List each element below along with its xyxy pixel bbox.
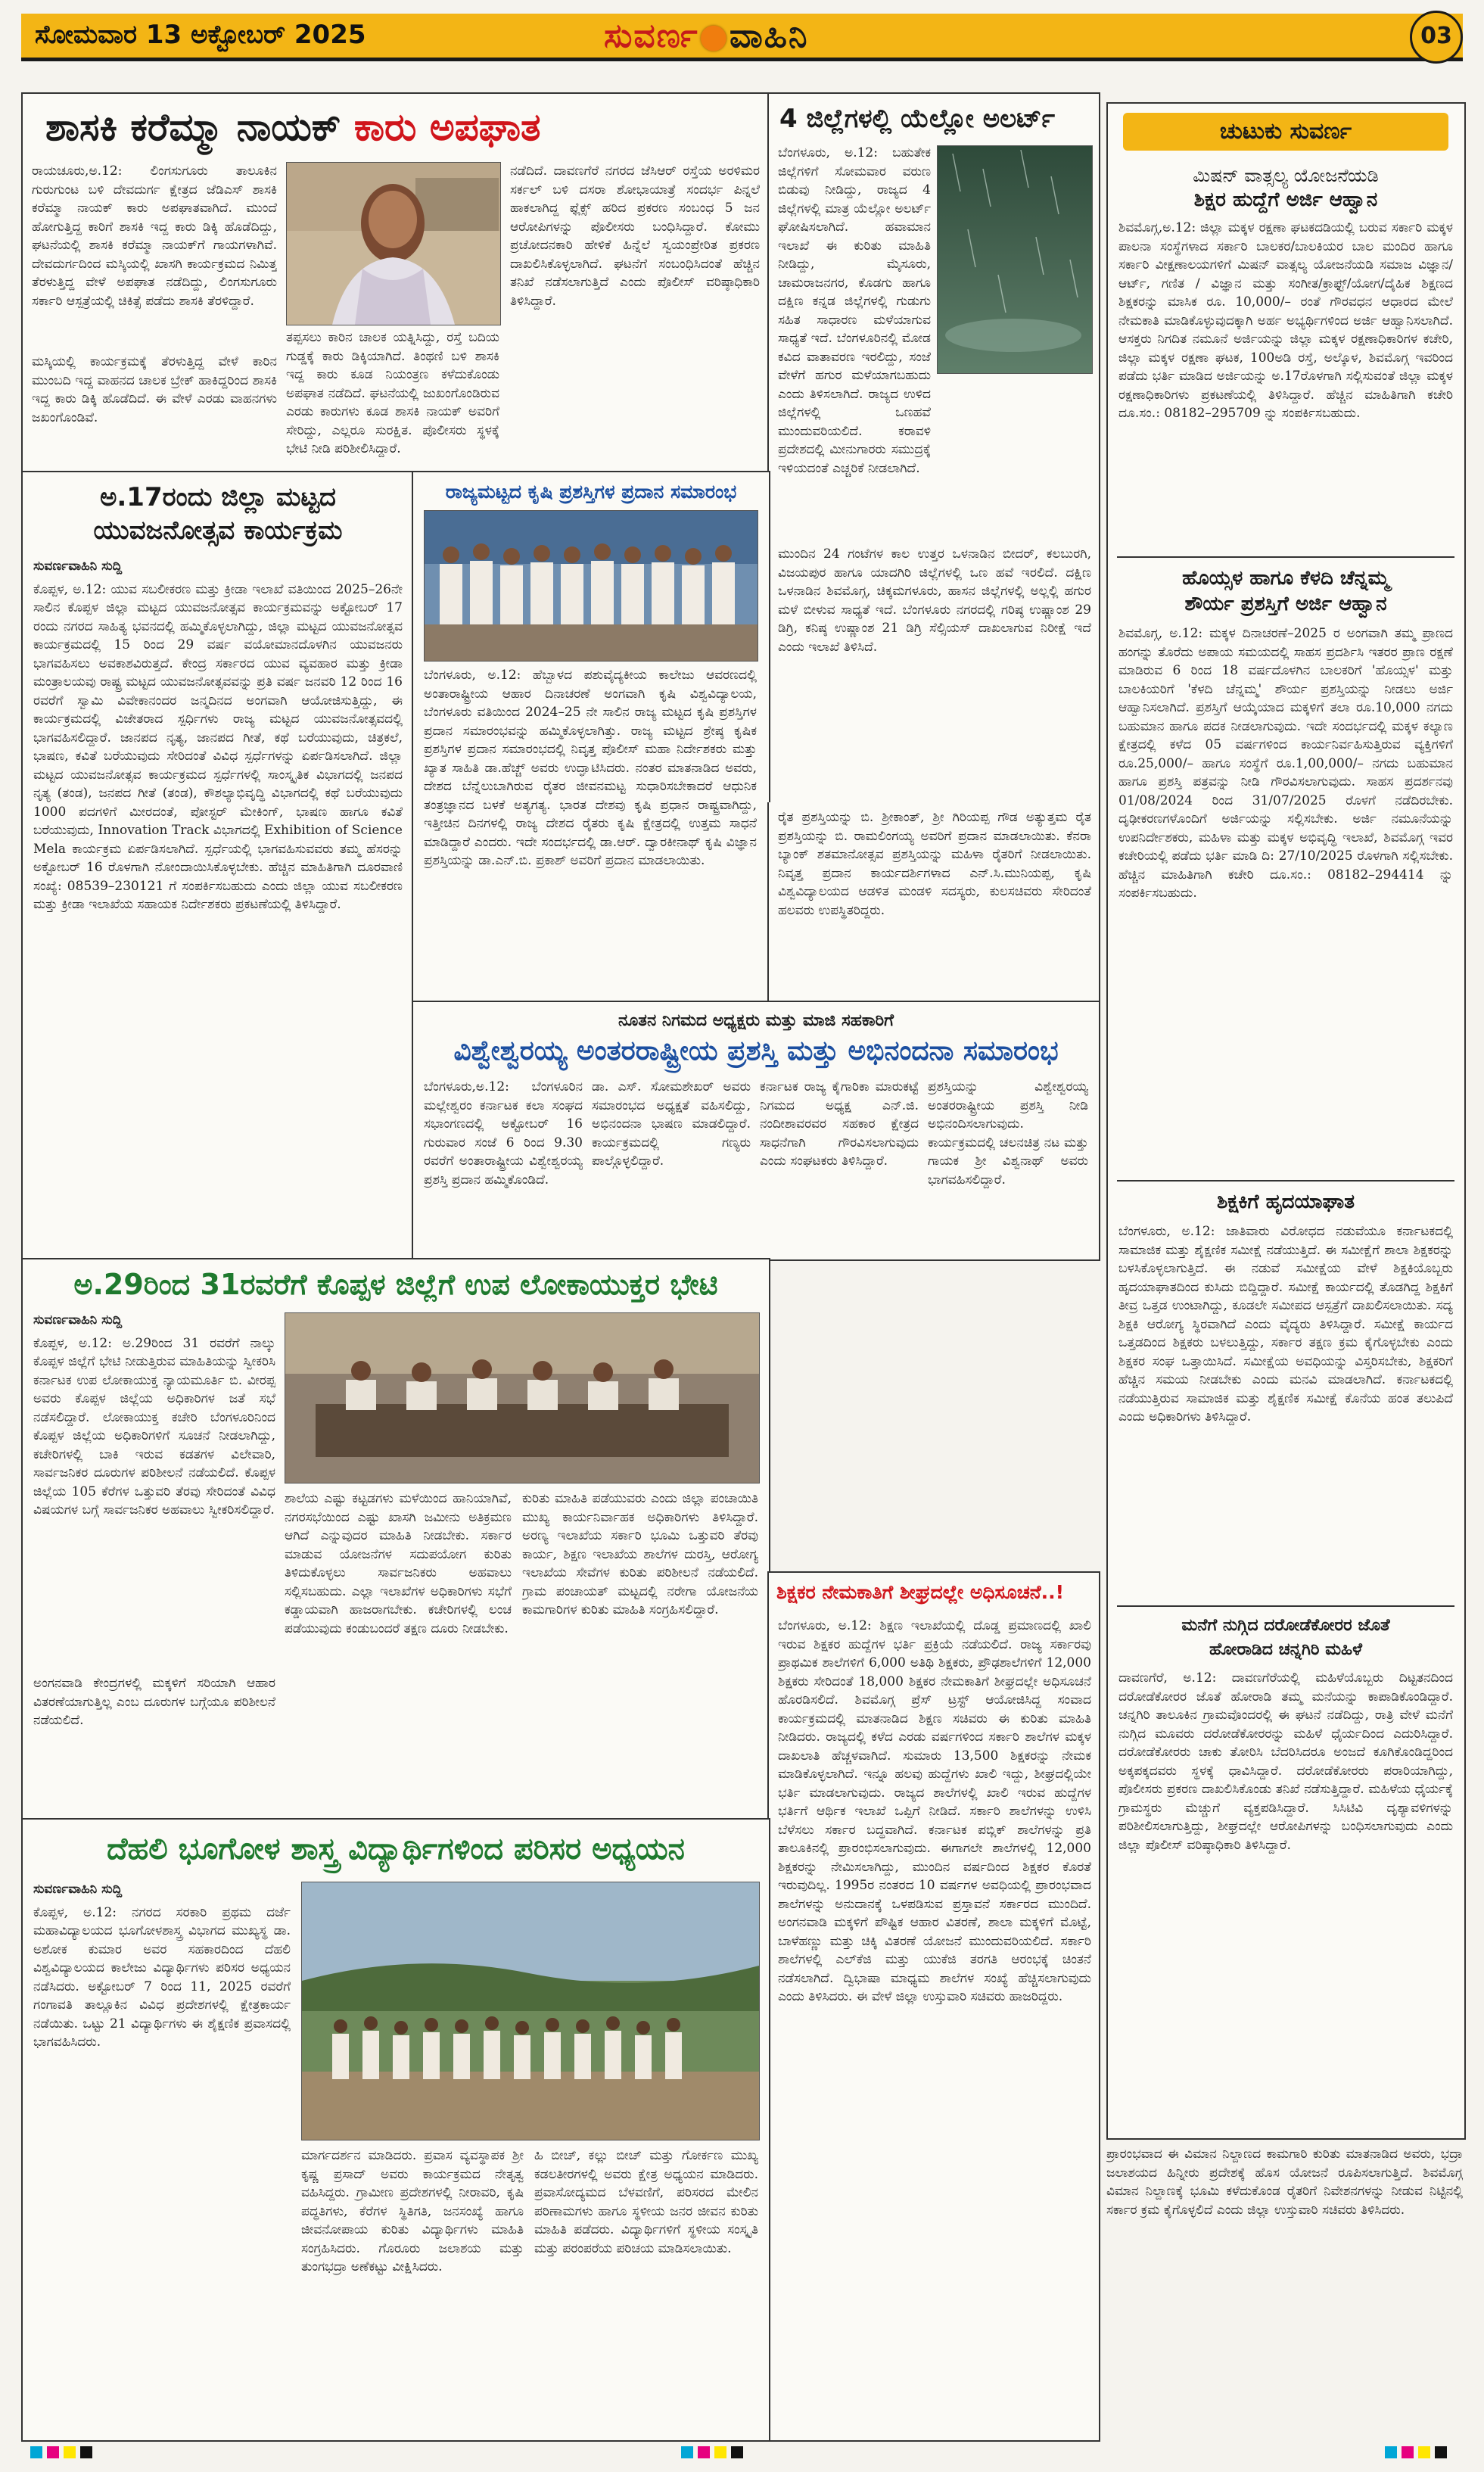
- article-lokayukta-col2: [285, 1490, 512, 1810]
- sidebar-item-4-title-1: ಮನೆಗೆ ನುಗ್ಗಿದ ದರೋಡೆಕೋರರ ಜೊತೆ: [1181, 1616, 1390, 1635]
- text-block: ರಾಯಚೂರು,ಅ.12: ಲಿಂಗಸುಗೂರು ತಾಲೂಕಿನ ಗುರುಗುಂಟ ಬಳಿ ದೇವದುರ್ಗ ಕ್ಷೇತ್ರದ ಜೆಡಿಎಸ್ ಶಾಸಕಿ ಕರೆಮ್ಮಾ ನಾಯಕ್ ಕಾರು ಅಪಘಾತವಾಗಿದೆ. ಮುಂದೆ ಹೋಗುತ್ತಿದ್ದ ಕಾರಿಗೆ ಶಾಸಕಿ ಇದ್ದ ಕಾರು ಡಿಕ್ಕಿ ಹೊಡೆದಿದ್ದು, ಘಟನೆಯಲ್ಲಿ ಶಾಸಕಿ ಕರೆಮ್ಮಾ ನಾಯಕ್‌ಗೆ ಗಾಯಗಳಾಗಿವೆ. ದೇವದುರ್ಗದಿಂದ ಮಸ್ಕಿಯಲ್ಲಿ ಖಾಸಗಿ ಕಾರ್ಯಕ್ರಮದ ನಿಮಿತ್ತ ತೆರಳುತ್ತಿದ್ದ ವೇಳೆ ಅಪಘಾತ ನಡೆದಿದ್ದು, ಲಿಂಗಸುಗೂರು ಸರ್ಕಾರಿ ಆಸ್ಪತ್ರೆಯಲ್ಲಿ ಚಿಕಿತ್ಸೆ ಪಡೆದು ಶಾಸಕಿ ತೆರಳಿದ್ದಾರೆ.: [32, 163, 277, 309]
- byline: ಸುವರ್ಣವಾಹಿನಿ ಸುದ್ದಿ: [33, 559, 123, 574]
- text-block: ಶಿವಮೊಗ್ಗ, ಅ.12: ಮಕ್ಕಳ ದಿನಾಚರಣೆ–2025 ರ ಅಂಗವಾಗಿ ತಮ್ಮ ಪ್ರಾಣದ ಹಂಗನ್ನು ತೊರೆದು ಅಪಾಯ ಸಮಯದಲ್ಲಿ ಸಾಹಸ ಪ್ರದರ್ಶಿಸಿ ಇತರರ ಪ್ರಾಣ ರಕ್ಷಣೆ ಮಾಡಿರುವ 6 ರಿಂದ 18 ವರ್ಷದೊಳಗಿನ ಬಾಲಕರಿಗೆ 'ಹೊಯ್ಸಳ' ಮತ್ತು ಬಾಲಕಿಯರಿಗೆ 'ಕೆಳದಿ ಚೆನ್ನಮ್ಮ' ಶೌರ್ಯ ಪ್ರಶಸ್ತಿಯನ್ನು ನೀಡಲು ಅರ್ಜಿ ಆಹ್ವಾನಿಸಲಾಗಿದೆ. ಪ್ರಶಸ್ತಿಗೆ ಆಯ್ಕೆಯಾದ ಮಕ್ಕಳಿಗೆ ತಲಾ ರೂ.10,000 ನಗದು ಬಹುಮಾನ ಹಾಗೂ ಪದಕ ನೀಡಲಾಗುವುದು. ಇದೇ ಸಂದರ್ಭದಲ್ಲಿ ಮಕ್ಕಳ ಕಲ್ಯಾಣ ಕ್ಷೇತ್ರದಲ್ಲಿ ಕಳೆದ 05 ವರ್ಷಗಳಿಂದ ಕಾರ್ಯನಿರ್ವಹಿಸುತ್ತಿರುವ ವ್ಯಕ್ತಿಗಳಿಗೆ ರೂ.25,000/– ಹಾಗೂ ಸಂಸ್ಥೆಗೆ ರೂ.1,00,000/– ನಗದು ಬಹುಮಾನ ಹಾಗೂ ಪ್ರಶಸ್ತಿ ಪತ್ರವನ್ನು ನೀಡಿ ಗೌರವಿಸಲಾಗುವುದು. ಸಾಹಸ ಪ್ರದರ್ಶನವು 01/08/2024 ರಿಂದ 31/07/2025 ರೊಳಗೆ ನಡೆದಿರಬೇಕು. ದೃಢೀಕರಣಗಳೊಂದಿಗೆ ಅರ್ಜಿಯನ್ನು ಸಲ್ಲಿಸಬೇಕು. ಅರ್ಜಿ ನಮೂನೆಯನ್ನು ಉಪನಿರ್ದೇಶಕರು, ಮಹಿಳಾ ಮತ್ತು ಮಕ್ಕಳ ಅಭಿವೃದ್ಧಿ ಇಲಾಖೆ, ಶಿವಮೊಗ್ಗ ಇವರ ಕಚೇರಿಯಲ್ಲಿ ಪಡೆದು ಭರ್ತಿ ಮಾಡಿ ದಿ: 27/10/2025 ರೊಳಗಾಗಿ ಸಲ್ಲಿಸಬೇಕು. ಹೆಚ್ಚಿನ ಮಾಹಿತಿಗಾಗಿ ಕಚೇರಿ ದೂ.ಸಂ.: 08182–294414 ನ್ನು ಸಂಪರ್ಕಿಸಬಹುದು.: [1118, 626, 1453, 901]
- sidebar-separator: [1117, 1605, 1454, 1607]
- text-block: ಶಾಲೆಯ ಎಷ್ಟು ಕಟ್ಟಡಗಳು ಮಳೆಯಿಂದ ಹಾನಿಯಾಗಿವೆ, ನಗರಸಭೆಯಿಂದ ಎಷ್ಟು ಖಾಸಗಿ ಜಮೀನು ಅತಿಕ್ರಮಣ ಆಗಿದೆ ಎನ್ನುವುದರ ಮಾಹಿತಿ ನೀಡಬೇಕು. ಸರ್ಕಾರ ಮಾಡುವ ಯೋಜನೆಗಳ ಸದುಪಯೋಗ ಕುರಿತು ತಿಳಿದುಕೊಳ್ಳಲು ಸಾರ್ವಜನಿಕರು ಅಹವಾಲು ಸಲ್ಲಿಸಬಹುದು. ಎಲ್ಲಾ ಇಲಾಖೆಗಳ ಅಧಿಕಾರಿಗಳು ಸಭೆಗೆ ಕಡ್ಡಾಯವಾಗಿ ಹಾಜರಾಗಬೇಕು. ಕಚೇರಿಗಳಲ್ಲಿ ಲಂಚ ಪಡೆಯುವುದು ಕಂಡುಬಂದರೆ ತಕ್ಷಣ ದೂರು ನೀಡಬೇಕು.: [285, 1491, 512, 1636]
- logo-flame-icon: ●: [698, 17, 730, 55]
- article-visvesvaraya-kicker: ನೂತನ ನಿಗಮದ ಅಧ್ಯಕ್ಷರು ಮತ್ತು ಮಾಜಿ ಸಹಕಾರಿಗೆ: [618, 1011, 894, 1030]
- text-block: ಬೆಂಗಳೂರು, ಅ.12: ಬಹುತೇಕ ಜಿಲ್ಲೆಗಳಿಗೆ ಸೋಮವಾರ ವರುಣ ಬಿಡುವು ನೀಡಿದ್ದು, ರಾಜ್ಯದ 4 ಜಿಲ್ಲೆಗಳಲ್ಲಿ ಮಾತ್ರ ಯೆಲ್ಲೋ ಅಲರ್ಟ್ ಘೋಷಿಸಲಾಗಿದೆ. ಹವಾಮಾನ ಇಲಾಖೆ ಈ ಕುರಿತು ಮಾಹಿತಿ ನೀಡಿದ್ದು, ಮೈಸೂರು, ಚಾಮರಾಜನಗರ, ಕೊಡಗು ಹಾಗೂ ದಕ್ಷಿಣ ಕನ್ನಡ ಜಿಲ್ಲೆಗಳಲ್ಲಿ ಗುಡುಗು ಸಹಿತ ಸಾಧಾರಣ ಮಳೆಯಾಗುವ ಸಾಧ್ಯತೆ ಇದೆ. ಬೆಂಗಳೂರಿನಲ್ಲಿ ಮೋಡ ಕವಿದ ವಾತಾವರಣ ಇರಲಿದ್ದು, ಸಂಜೆ ವೇಳೆಗೆ ಹಗುರ ಮಳೆಯಾಗಬಹುದು ಎಂದು ತಿಳಿಸಲಾಗಿದೆ. ರಾಜ್ಯದ ಉಳಿದ ಜಿಲ್ಲೆಗಳಲ್ಲಿ ಒಣಹವೆ ಮುಂದುವರಿಯಲಿದೆ. ಕರಾವಳಿ ಪ್ರದೇಶದಲ್ಲಿ ಮೀನುಗಾರರು ಸಮುದ್ರಕ್ಕೆ ಇಳಿಯದಂತೆ ಎಚ್ಚರಿಕೆ ನೀಡಲಾಗಿದೆ.: [778, 145, 931, 476]
- text-block: ಪ್ರಶಸ್ತಿಯನ್ನು ವಿಶ್ವೇಶ್ವರಯ್ಯ ಅಂತರರಾಷ್ಟ್ರೀಯ ಪ್ರಶಸ್ತಿ ನೀಡಿ ಅಭಿನಂದಿಸಲಾಗುವುದು. ಕಾರ್ಯಕ್ರಮದಲ್ಲಿ ಚಲನಚಿತ್ರ ನಟ ಮತ್ತು ಗಾಯಕ ಶ್ರೀ ವಿಶ್ವನಾಥ್ ಅವರು ಭಾಗವಹಿಸಲಿದ್ದಾರೆ.: [928, 1079, 1088, 1188]
- article-visvesvaraya-headline: ವಿಶ್ವೇಶ್ವರಯ್ಯ ಅಂತರರಾಷ್ಟ್ರೀಯ ಪ್ರಶಸ್ತಿ ಮತ್ತು ಅಭಿನಂದನಾ ಸಮಾರಂಭ: [453, 1035, 1059, 1066]
- text-block: ಶಿವಮೊಗ್ಗ,ಅ.12: ಜಿಲ್ಲಾ ಮಕ್ಕಳ ರಕ್ಷಣಾ ಘಟಕದಡಿಯಲ್ಲಿ ಬರುವ ಸರ್ಕಾರಿ ಮಕ್ಕಳ ಪಾಲನಾ ಸಂಸ್ಥೆಗಳಾದ ಸರ್ಕಾರಿ ಬಾಲಕರ/ಬಾಲಕಿಯರ ಬಾಲ ಮಂದಿರ ಹಾಗೂ ಸರ್ಕಾರಿ ವೀಕ್ಷಣಾಲಯಗಳಿಗೆ ಮಿಷನ್ ವಾತ್ಸಲ್ಯ ಯೋಜನೆಯಡಿ ಸಮಾಜ ವಿಜ್ಞಾನ/ಆರ್ಟ್, ಗಣಿತ / ವಿಜ್ಞಾನ ಮತ್ತು ಸಂಗೀತ/ಕ್ರಾಫ್ಟ್/ಯೋಗ/ದೈಹಿಕ ಶಿಕ್ಷಣದ ಶಿಕ್ಷಕರನ್ನು ಮಾಸಿಕ ರೂ. 10,000/– ರಂತೆ ಗೌರವಧನ ಆಧಾರದ ಮೇಲೆ ನೇಮಕಾತಿ ಮಾಡಿಕೊಳ್ಳುವುದಕ್ಕಾಗಿ ಅರ್ಹ ಅಭ್ಯರ್ಥಿಗಳಿಂದ ಅರ್ಜಿ ಆಹ್ವಾನಿಸಲಾಗಿದೆ. ಆಸಕ್ತರು ನಿಗದಿತ ನಮೂನೆ ಅರ್ಜಿಯನ್ನು ಜಿಲ್ಲಾ ಮಕ್ಕಳ ರಕ್ಷಣಾಧಿಕಾರಿಗಳ ಕಚೇರಿ, ಜಿಲ್ಲಾ ಮಕ್ಕಳ ರಕ್ಷಣಾ ಘಟಕ, 100ಅಡಿ ರಸ್ತೆ, ಅಲ್ಕೊಳ, ಶಿವಮೊಗ್ಗ ಇವರಿಂದ ಪಡೆದು ಭರ್ತಿ ಮಾಡಿದ ಅರ್ಜಿಯನ್ನು ಅ.17ರೊಳಗಾಗಿ ಸಲ್ಲಿಸುವಂತೆ ಜಿಲ್ಲಾ ಮಕ್ಕಳ ರಕ್ಷಣಾಧಿಕಾರಿಗಳು ಪ್ರಕಟಣೆಯಲ್ಲಿ ತಿಳಿಸಿದ್ದಾರೆ. ಹೆಚ್ಚಿನ ಮಾಹಿತಿಗಾಗಿ ಕಚೇರಿ ದೂ.ಸಂ.: 08182–295709 ನ್ನು ಸಂಪರ್ಕಿಸಬಹುದು.: [1118, 220, 1453, 421]
- article-lokayukta-col1: [33, 1311, 275, 1667]
- sidebar-item-1-title-2: ಶಿಕ್ಷರ ಹುದ್ದೆಗೆ ಅರ್ಜಿ ಆಹ್ವಾನ: [1193, 188, 1378, 211]
- article-visvesvaraya-col2: [592, 1078, 751, 1252]
- article-mla-accident-col3: [510, 162, 760, 466]
- article-lokayukta-headline: ಅ.29ರಿಂದ 31ರವರೆಗೆ ಕೊಪ್ಪಳ ಜಿಲ್ಲೆಗೆ ಉಪ ಲೋಕಾಯುಕ್ತರ ಭೇಟಿ: [73, 1268, 718, 1301]
- sidebar-item-1-title-1: ಮಿಷನ್ ವಾತ್ಸಲ್ಯ ಯೋಜನೆಯಡಿ: [1193, 165, 1379, 186]
- sidebar-continued-text: [1106, 2145, 1463, 2439]
- article-agri-awards-col1: [424, 666, 757, 870]
- lokayukta-meeting-photo: [285, 1312, 760, 1484]
- text-block: ತಪ್ಪಸಲು ಕಾರಿನ ಚಾಲಕ ಯತ್ನಿಸಿದ್ದು, ರಸ್ತೆ ಬದಿಯ ಗುಡ್ಡಕ್ಕೆ ಕಾರು ಡಿಕ್ಕಿಯಾಗಿದೆ. ತಿಂಥಣಿ ಬಳಿ ಶಾಸಕಿ ಇದ್ದ ಕಾರು ಕೂಡ ನಿಯಂತ್ರಣ ಕಳೆದುಕೊಂಡು ಅಪಘಾತ ನಡೆದಿದೆ. ಘಟನೆಯಲ್ಲಿ ಜುಖಂಗೊಂಡಿರುವ ಎರಡು ಕಾರುಗಳು ಕೂಡ ಶಾಸಕಿ ನಾಯಕ್ ಅವರಿಗೆ ಸೇರಿದ್ದು, ಎಲ್ಲರೂ ಸುರಕ್ಷಿತ. ಪೊಲೀಸರು ಸ್ಥಳಕ್ಕೆ ಭೇಟಿ ನೀಡಿ ಪರಿಶೀಲಿಸಿದ್ದಾರೆ.: [286, 330, 499, 456]
- text-block: ಹಿ ಬೀಚ್, ಕಲ್ಲು ಬೀಚ್ ಮತ್ತು ಗೋರ್ಕಣ ಮುಖ್ಯ ಕಡಲತೀರಗಳಲ್ಲಿ ಅವರು ಕ್ಷೇತ್ರ ಅಧ್ಯಯನ ಮಾಡಿದರು. ಪ್ರವಾಸೋದ್ಯಮದ ಬೆಳವಣಿಗೆ, ಪರಿಸರದ ಮೇಲಿನ ಪರಿಣಾಮಗಳು ಹಾಗೂ ಸ್ಥಳೀಯ ಜನರ ಜೀವನ ಕುರಿತು ಮಾಹಿತಿ ಪಡೆದರು. ವಿದ್ಯಾರ್ಥಿಗಳಿಗೆ ಸ್ಥಳೀಯ ಸಂಸ್ಕೃತಿ ಮತ್ತು ಪರಂಪರೆಯ ಪರಿಚಯ ಮಾಡಿಸಲಾಯಿತು.: [534, 2148, 758, 2256]
- article-youth-festival-headline-1: ಅ.17ರಂದು ಜಿಲ್ಲಾ ಮಟ್ಟದ: [99, 482, 336, 512]
- group-photo-image: [425, 511, 758, 661]
- rain-photo: [937, 145, 1093, 374]
- article-geography-col3: [534, 2147, 758, 2433]
- article-teacher-recruitment-body: [778, 1617, 1091, 2433]
- text-block: ಕುರಿತು ಮಾಹಿತಿ ಪಡೆಯುವರು ಎಂದು ಜಿಲ್ಲಾ ಪಂಚಾಯಿತಿ ಮುಖ್ಯ ಕಾರ್ಯನಿರ್ವಾಹಕ ಅಧಿಕಾರಿಗಳು ತಿಳಿಸಿದ್ದಾರೆ. ಅರಣ್ಯ ಇಲಾಖೆಯ ಸರ್ಕಾರಿ ಭೂಮಿ ಒತ್ತುವರಿ ತೆರವು ಕಾರ್ಯ, ಶಿಕ್ಷಣ ಇಲಾಖೆಯ ಶಾಲೆಗಳ ದುರಸ್ತಿ, ಆರೋಗ್ಯ ಇಲಾಖೆಯ ಸೇವೆಗಳ ಕುರಿತು ಪರಿಶೀಲನೆ ನಡೆಯಲಿದೆ. ಗ್ರಾಮ ಪಂಚಾಯತ್ ಮಟ್ಟದಲ್ಲಿ ನರೇಗಾ ಯೋಜನೆಯ ಕಾಮಗಾರಿಗಳ ಕುರಿತು ಮಾಹಿತಿ ಸಂಗ್ರಹಿಸಲಿದ್ದಾರೆ.: [522, 1491, 758, 1617]
- geography-students-photo: [301, 1882, 760, 2140]
- page-number: 03: [1410, 11, 1463, 64]
- text-block: ಕೊಪ್ಪಳ, ಅ.12: ಯುವ ಸಬಲೀಕರಣ ಮತ್ತು ಕ್ರೀಡಾ ಇಲಾಖೆ ವತಿಯಿಂದ 2025–26ನೇ ಸಾಲಿನ ಕೊಪ್ಪಳ ಜಿಲ್ಲಾ ಮಟ್ಟದ ಯುವಜನೋತ್ಸವ ಕಾರ್ಯಕ್ರಮವನ್ನು ಅಕ್ಟೋಬರ್ 17 ರಂದು ನಗರದ ಸಾಹಿತ್ಯ ಭವನದಲ್ಲಿ ಹಮ್ಮಿಕೊಳ್ಳಲಾಗಿದ್ದು, ಜಿಲ್ಲಾ ಮಟ್ಟದ ಯುವಜನೋತ್ಸವ ಕಾರ್ಯಕ್ರಮದಲ್ಲಿ 15 ರಿಂದ 29 ವರ್ಷ ವಯೋಮಾನದೊಳಗಿನ ಯುವಜನರು ಭಾಗವಹಿಸಲು ಅವಕಾಶವಿರುತ್ತದೆ. ಕೇಂದ್ರ ಸರ್ಕಾರದ ಯುವ ವ್ಯವಹಾರ ಮತ್ತು ಕ್ರೀಡಾ ಮಂತ್ರಾಲಯವು ರಾಷ್ಟ್ರ ಮಟ್ಟದ ಯುವಜನೋತ್ಸವವನ್ನು ಪ್ರತಿ ವರ್ಷ ಜನವರಿ 12 ರಿಂದ 16 ರವರೆಗೆ ಸ್ವಾಮಿ ವಿವೇಕಾನಂದರ ಜನ್ಮದಿನದ ಅಂಗವಾಗಿ ಆಯೋಜಿಸುತ್ತಿದ್ದು, ಈ ಕಾರ್ಯಕ್ರಮದಲ್ಲಿ ವಿಜೇತರಾದ ಸ್ಪರ್ಧಿಗಳು ರಾಜ್ಯ ಮಟ್ಟದ ಯುವಜನೋತ್ಸವದಲ್ಲಿ ಭಾಗವಹಿಸಲಿದ್ದಾರೆ. ಜಾನಪದ ನೃತ್ಯ, ಜಾನಪದ ಗೀತೆ, ಕಥೆ ಬರೆಯುವುದು, ಚಿತ್ರಕಲೆ, ಭಾಷಣ, ಕವಿತೆ ಬರೆಯುವುದು ಸೇರಿದಂತೆ ವಿವಿಧ ಸ್ಪರ್ಧೆಗಳನ್ನು ಏರ್ಪಡಿಸಲಾಗಿದೆ. ಜಿಲ್ಲಾ ಮಟ್ಟದ ಯುವಜನೋತ್ಸವ ಕಾರ್ಯಕ್ರಮದ ಸ್ಪರ್ಧೆಗಳಲ್ಲಿ ಸಾಂಸ್ಕೃತಿಕ ವಿಭಾಗದಲ್ಲಿ ಜನಪದ ನೃತ್ಯ (ತಂಡ), ಜನಪದ ಗೀತೆ (ತಂಡ), ಕೌಶಲ್ಯಾಭಿವೃದ್ಧಿ ವಿಭಾಗದಲ್ಲಿ ಕಥೆ ಬರೆಯುವುದು 1000 ಪದಗಳಿಗೆ ಮೀರದಂತೆ, ಪೋಸ್ಟರ್ ಮೇಕಿಂಗ್, ಭಾಷಣ ಹಾಗೂ ಕವಿತೆ ಬರೆಯುವುದು, Innovation Track ವಿಭಾಗದಲ್ಲಿ Exhibition of Science Mela ಕಾರ್ಯಕ್ರಮ ಏರ್ಪಡಿಸಲಾಗಿದೆ. ಸ್ಪರ್ಧೆಯಲ್ಲಿ ಭಾಗವಹಿಸುವವರು ತಮ್ಮ ಹೆಸರನ್ನು ಅಕ್ಟೋಬರ್ 16 ರೊಳಗಾಗಿ ನೋಂದಾಯಿಸಿಕೊಳ್ಳಬೇಕು. ಹೆಚ್ಚಿನ ಮಾಹಿತಿಗಾಗಿ ದೂರವಾಣಿ ಸಂಖ್ಯೆ: 08539–230121 ಗೆ ಸಂಪರ್ಕಿಸಬಹುದು ಎಂದು ಜಿಲ್ಲಾ ಯುವ ಸಬಲೀಕರಣ ಮತ್ತು ಕ್ರೀಡಾ ಇಲಾಖೆಯ ಸಹಾಯಕ ನಿರ್ದೇಶಕರು ಪ್ರಕಟಣೆಯಲ್ಲಿ ತಿಳಿಸಿದ್ದಾರೆ.: [33, 581, 403, 912]
- article-visvesvaraya-col4: [928, 1078, 1088, 1252]
- article-mla-accident-col1b: [32, 353, 277, 466]
- agri-awards-group-photo: [424, 510, 758, 662]
- article-geography-study: [21, 1818, 770, 2442]
- sidebar-item-3-title: ಶಿಕ್ಷಕಿಗೆ ಹೃದಯಾಘಾತ: [1216, 1191, 1355, 1213]
- article-teacher-recruitment: [767, 1571, 1100, 2442]
- article-geography-col2: [301, 2147, 524, 2433]
- text-block: ಮಸ್ಕಿಯಲ್ಲಿ ಕಾರ್ಯಕ್ರಮಕ್ಕೆ ತೆರಳುತ್ತಿದ್ದ ವೇಳೆ ಕಾರಿನ ಮುಂಬದಿ ಇದ್ದ ವಾಹನದ ಚಾಲಕ ಬ್ರೇಕ್ ಹಾಕಿದ್ದರಿಂದ ಶಾಸಕಿ ಇದ್ದ ಕಾರು ಡಿಕ್ಕಿ ಹೊಡೆದಿದೆ. ಈ ವೇಳೆ ಎರಡು ವಾಹನಗಳು ಜಖಂಗೊಂಡಿವೆ.: [32, 354, 277, 425]
- masthead: [21, 6, 1463, 67]
- article-lokayukta-visit: [21, 1258, 770, 1821]
- sidebar-item-2-body: [1118, 624, 1453, 1177]
- text-block: ಡಾ. ಎಸ್. ಸೋಮಶೇಖರ್ ಅವರು ಸಮಾರಂಭದ ಅಧ್ಯಕ್ಷತೆ ವಹಿಸಲಿದ್ದು, ಅಭಿನಂದನಾ ಭಾಷಣ ಮಾಡಲಿದ್ದಾರೆ. ಕಾರ್ಯಕ್ರಮದಲ್ಲಿ ಗಣ್ಯರು ಪಾಲ್ಗೊಳ್ಳಲಿದ್ದಾರೆ.: [592, 1079, 751, 1169]
- article-agri-awards: [412, 471, 770, 1004]
- article-mla-accident-headline: [45, 106, 541, 150]
- article-yellow-alert-col: [778, 144, 931, 537]
- text-block: ಬೆಂಗಳೂರು, ಅ.12: ಹೆಬ್ಬಾಳದ ಪಶುವೈದ್ಯಕೀಯ ಕಾಲೇಜು ಆವರಣದಲ್ಲಿ ಅಂತಾರಾಷ್ಟ್ರೀಯ ಆಹಾರ ದಿನಾಚರಣೆ ಅಂಗವಾಗಿ ಕೃಷಿ ವಿಶ್ವವಿದ್ಯಾಲಯ, ಬೆಂಗಳೂರು ವತಿಯಿಂದ 2024–25 ನೇ ಸಾಲಿನ ರಾಜ್ಯ ಮಟ್ಟದ ಕೃಷಿ ಪ್ರಶಸ್ತಿಗಳ ಪ್ರದಾನ ಸಮಾರಂಭವನ್ನು ಹಮ್ಮಿಕೊಳ್ಳಲಾಗಿತ್ತು. ರಾಜ್ಯ ಮಟ್ಟದ ಶ್ರೇಷ್ಠ ಕೃಷಿಕ ಪ್ರಶಸ್ತಿಗಳ ಪ್ರದಾನ ಸಮಾರಂಭದಲ್ಲಿ ನಿವೃತ್ತ ಪೊಲೀಸ್ ಮಹಾ ನಿರ್ದೇಶಕರು ಮತ್ತು ಖ್ಯಾತ ಸಾಹಿತಿ ಡಾ.ಹೆಚ್ಚ್ ಅವರು ಉದ್ಘಾಟಿಸಿದರು. ನಂತರ ಮಾತನಾಡಿದ ಅವರು, ದೇಶದ ಬೆನ್ನೆಲುಬಾಗಿರುವ ರೈತರ ಜೀವನಮಟ್ಟ ಸುಧಾರಿಸಬೇಕಾದರೆ ಆಧುನಿಕ ತಂತ್ರಜ್ಞಾನದ ಬಳಕೆ ಅತ್ಯಗತ್ಯ. ಭಾರತ ದೇಶವು ಕೃಷಿ ಪ್ರಧಾನ ರಾಷ್ಟ್ರವಾಗಿದ್ದು, ಇತ್ತೀಚಿನ ದಿನಗಳಲ್ಲಿ ರಾಜ್ಯ ದೇಶದ ರೈತರು ಕೃಷಿ ಕ್ಷೇತ್ರದಲ್ಲಿ ಉತ್ತಮ ಸಾಧನೆ ಮಾಡಿದ್ದಾರೆ ಎಂದರು. ಇದೇ ಸಂದರ್ಭದಲ್ಲಿ ಡಾ.ಆರ್. ದ್ವಾರಕೀನಾಥ್ ಕೃಷಿ ವಿಜ್ಞಾನ ಪ್ರಶಸ್ತಿಯನ್ನು ಡಾ.ಎನ್.ಬಿ. ಪ್ರಕಾಶ್ ಅವರಿಗೆ ಪ್ರದಾನ ಮಾಡಲಾಯಿತು.: [424, 668, 757, 868]
- sidebar-header: ಚುಟುಕು ಸುವರ್ಣ: [1123, 113, 1448, 151]
- headline-part-red: ಕಾರು ಅಪಘಾತ: [353, 105, 541, 149]
- sidebar-item-2-title-2: ಶೌರ್ಯ ಪ್ರಶಸ್ತಿಗೆ ಅರ್ಜಿ ಆಹ್ವಾನ: [1184, 593, 1387, 615]
- portrait-image: [287, 163, 500, 325]
- article-youth-festival-body: [33, 557, 403, 1252]
- sidebar-separator: [1117, 556, 1454, 558]
- article-agri-awards-headline: ರಾಜ್ಯಮಟ್ಟದ ಕೃಷಿ ಪ್ರಶಸ್ತಿಗಳ ಪ್ರದಾನ ಸಮಾರಂಭ: [445, 481, 737, 503]
- sidebar-item-4-body: [1118, 1669, 1453, 2131]
- text-block: ಬೆಂಗಳೂರು,ಅ.12: ಬೆಂಗಳೂರಿನ ಮಲ್ಲೇಶ್ವರಂ ಕರ್ನಾಟಕ ಕಲಾ ಸಂಘದ ಸಭಾಂಗಣದಲ್ಲಿ ಅಕ್ಟೋಬರ್ 16 ಗುರುವಾರ ಸಂಜೆ 6 ರಿಂದ 9.30 ರವರೆಗೆ ಅಂತಾರಾಷ್ಟ್ರೀಯ ವಿಶ್ವೇಶ್ವರಯ್ಯ ಪ್ರಶಸ್ತಿ ಪ್ರದಾನ ಹಮ್ಮಿಕೊಂಡಿದೆ.: [424, 1079, 583, 1188]
- article-mla-accident: [21, 92, 770, 474]
- issue-date: ಸೋಮವಾರ 13 ಅಕ್ಟೋಬರ್ 2025: [35, 20, 366, 50]
- article-mla-accident-col1: [32, 162, 277, 344]
- text-block: ರೈತ ಪ್ರಶಸ್ತಿಯನ್ನು ಬಿ. ಶ್ರೀಕಾಂತ್, ಶ್ರೀ ಗಿರಿಯಪ್ಪ ಗೌಡ ಅತ್ಯುತ್ತಮ ರೈತ ಪ್ರಶಸ್ತಿಯನ್ನು ಬಿ. ರಾಮಲಿಂಗಯ್ಯ ಅವರಿಗೆ ಪ್ರದಾನ ಮಾಡಲಾಯಿತು. ಕೆನರಾ ಬ್ಯಾಂಕ್ ಶತಮಾನೋತ್ಸವ ಪ್ರಶಸ್ತಿಯನ್ನು ಮಹಿಳಾ ರೈತರಿಗೆ ನೀಡಲಾಯಿತು. ನಿವೃತ್ತ ಪ್ರದಾನ ಕಾರ್ಯದರ್ಶಿಗಳಾದ ಎನ್.ಸಿ.ಮುನಿಯಪ್ಪ, ಕೃಷಿ ವಿಶ್ವವಿದ್ಯಾಲಯದ ಆಡಳಿತ ಮಂಡಳಿ ಸದಸ್ಯರು, ಕುಲಸಚಿವರು ಸೇರಿದಂತೆ ಹಲವರು ಉಪಸ್ಥಿತರಿದ್ದರು.: [778, 810, 1091, 918]
- text-block: ಬೆಂಗಳೂರು, ಅ.12: ಶಿಕ್ಷಣ ಇಲಾಖೆಯಲ್ಲಿ ದೊಡ್ಡ ಪ್ರಮಾಣದಲ್ಲಿ ಖಾಲಿ ಇರುವ ಶಿಕ್ಷಕರ ಹುದ್ದೆಗಳ ಭರ್ತಿ ಪ್ರಕ್ರಿಯೆ ನಡೆಯಲಿದೆ. ರಾಜ್ಯ ಸರ್ಕಾರವು ಪ್ರಾಥಮಿಕ ಶಾಲೆಗಳಿಗೆ 6,000 ಅತಿಥಿ ಶಿಕ್ಷಕರು, ಪ್ರೌಢಶಾಲೆಗಳಿಗೆ 12,000 ಶಿಕ್ಷಕರು ಸೇರಿದಂತೆ 18,000 ಶಿಕ್ಷಕರ ನೇಮಕಾತಿಗೆ ಶೀಘ್ರದಲ್ಲೇ ಅಧಿಸೂಚನೆ ಹೊರಡಿಸಲಿದೆ. ಶಿವಮೊಗ್ಗ ಪ್ರೆಸ್ ಟ್ರಸ್ಟ್ ಆಯೋಜಿಸಿದ್ದ ಸಂವಾದ ಕಾರ್ಯಕ್ರಮದಲ್ಲಿ ಮಾತನಾಡಿದ ಶಿಕ್ಷಣ ಸಚಿವರು ಈ ಕುರಿತು ಮಾಹಿತಿ ನೀಡಿದರು. ರಾಜ್ಯದಲ್ಲಿ ಕಳೆದ ಎರಡು ವರ್ಷಗಳಿಂದ ಸರ್ಕಾರಿ ಶಾಲೆಗಳ ಮಕ್ಕಳ ದಾಖಲಾತಿ ಹೆಚ್ಚಳವಾಗಿದೆ. ಸುಮಾರು 13,500 ಶಿಕ್ಷಕರನ್ನು ನೇಮಕ ಮಾಡಿಕೊಳ್ಳಲಾಗಿದೆ. ಇನ್ನೂ ಹಲವು ಹುದ್ದೆಗಳು ಖಾಲಿ ಇದ್ದು, ಶೀಘ್ರದಲ್ಲಿಯೇ ಭರ್ತಿ ಮಾಡಲಾಗುವುದು. ರಾಜ್ಯದ ಶಾಲೆಗಳಲ್ಲಿ ಖಾಲಿ ಇರುವ ಹುದ್ದೆಗಳ ಭರ್ತಿಗೆ ಆರ್ಥಿಕ ಇಲಾಖೆ ಒಪ್ಪಿಗೆ ನೀಡಿದೆ. ಸರ್ಕಾರಿ ಶಾಲೆಗಳನ್ನು ಉಳಿಸಿ ಬೆಳೆಸಲು ಸರ್ಕಾರ ಬದ್ಧವಾಗಿದೆ. ಕರ್ನಾಟಕ ಪಬ್ಲಿಕ್ ಶಾಲೆಗಳನ್ನು ಪ್ರತಿ ತಾಲೂಕಿನಲ್ಲಿ ಪ್ರಾರಂಭಿಸಲಾಗುವುದು. ಈಗಾಗಲೇ ಶಾಲೆಗಳಲ್ಲಿ 12,000 ಶಿಕ್ಷಕರನ್ನು ನೇಮಿಸಲಾಗಿದ್ದು, ಮುಂದಿನ ವರ್ಷದಿಂದ ಶಿಕ್ಷಕರ ಕೊರತೆ ಇರುವುದಿಲ್ಲ. 1995ರ ನಂತರದ 10 ವರ್ಷಗಳ ಅವಧಿಯಲ್ಲಿ ಪ್ರಾರಂಭವಾದ ಶಾಲೆಗಳನ್ನು ಅನುದಾನಕ್ಕೆ ಒಳಪಡಿಸುವ ಪ್ರಸ್ತಾವನೆ ಸರ್ಕಾರದ ಮುಂದಿದೆ. ಅಂಗನವಾಡಿ ಮಕ್ಕಳಿಗೆ ಪೌಷ್ಟಿಕ ಆಹಾರ ವಿತರಣೆ, ಶಾಲಾ ಮಕ್ಕಳಿಗೆ ಮೊಟ್ಟೆ, ಬಾಳೆಹಣ್ಣು ಮತ್ತು ಚಿಕ್ಕಿ ವಿತರಣೆ ಯೋಜನೆ ಮುಂದುವರಿಯಲಿದೆ. ಸರ್ಕಾರಿ ಶಾಲೆಗಳಲ್ಲಿ ಎಲ್‌ಕೆಜಿ ಮತ್ತು ಯುಕೆಜಿ ತರಗತಿ ಆರಂಭಕ್ಕೆ ಚಿಂತನೆ ನಡೆಸಲಾಗಿದೆ. ದ್ವಿಭಾಷಾ ಮಾಧ್ಯಮ ಶಾಲೆಗಳ ಸಂಖ್ಯೆ ಹೆಚ್ಚಿಸಲಾಗುವುದು ಎಂದು ತಿಳಿಸಿದರು. ಈ ವೇಳೆ ಜಿಲ್ಲಾ ಉಸ್ತುವಾರಿ ಸಚಿವರು ಹಾಜರಿದ್ದರು.: [778, 1618, 1091, 2004]
- text-block: ನಡೆದಿದೆ. ದಾವಣಗೆರೆ ನಗರದ ಜೆಸಿಆರ್ ರಸ್ತೆಯ ಅರಳಿಮರ ಸರ್ಕಲ್ ಬಳಿ ದಸರಾ ಶೋಭಾಯಾತ್ರೆ ಸಂದರ್ಭ ಪಿನ್ನಲೆ ಹಾಕಲಾಗಿದ್ದ ಫ್ಲೆಕ್ಸ್ ಹರಿದ ಪ್ರಕರಣ ಸಂಬಂಧ 5 ಜನ ಆರೋಪಿಗಳನ್ನು ಪೊಲೀಸರು ಬಂಧಿಸಿದ್ದಾರೆ. ಕೋಮು ಪ್ರಚೋದನಕಾರಿ ಹೇಳಿಕೆ ಹಿನ್ನೆಲೆ ಸ್ವಯಂಪ್ರೇರಿತ ಪ್ರಕರಣ ದಾಖಲಿಸಿಕೊಳ್ಳಲಾಗಿದೆ. ಘಟನೆಗೆ ಸಂಬಂಧಿಸಿದಂತೆ ಹೆಚ್ಚಿನ ತನಿಖೆ ನಡೆಸಲಾಗುತ್ತಿದೆ ಎಂದು ಪೊಲೀಸ್ ವರಿಷ್ಠಾಧಿಕಾರಿ ತಿಳಿಸಿದ್ದಾರೆ.: [510, 163, 760, 309]
- sidebar-item-4-title-2: ಹೋರಾಡಿದ ಚನ್ನಗಿರಿ ಮಹಿಳೆ: [1209, 1640, 1363, 1659]
- article-agri-awards-continued: [767, 802, 1100, 1002]
- sidebar-separator: [1117, 1180, 1454, 1182]
- text-block: ಕೊಪ್ಪಳ, ಅ.12: ಅ.29ರಿಂದ 31 ರವರೆಗೆ ನಾಲ್ಕು ಕೊಪ್ಪಳ ಜಿಲ್ಲೆಗೆ ಭೇಟಿ ನೀಡುತ್ತಿರುವ ಮಾಹಿತಿಯನ್ನು ಸ್ವೀಕರಿಸಿ ಕರ್ನಾಟಕ ಉಪ ಲೋಕಾಯುಕ್ತ ನ್ಯಾಯಮೂರ್ತಿ ಬಿ. ವೀರಪ್ಪ ಅವರು ಕೊಪ್ಪಳ ಜಿಲ್ಲೆಯ ಅಧಿಕಾರಿಗಳ ಜತೆ ಸಭೆ ನಡೆಸಲಿದ್ದಾರೆ. ಲೋಕಾಯುಕ್ತ ಕಚೇರಿ ಬೆಂಗಳೂರಿನಿಂದ ಕೊಪ್ಪಳ ಜಿಲ್ಲೆಯ ಅಧಿಕಾರಿಗಳಿಗೆ ಸೂಚನೆ ನೀಡಲಾಗಿದ್ದು, ಕಚೇರಿಗಳಲ್ಲಿ ಬಾಕಿ ಇರುವ ಕಡತಗಳ ವಿಲೇವಾರಿ, ಸಾರ್ವಜನಿಕರ ದೂರುಗಳ ಪರಿಶೀಲನೆ ನಡೆಯಲಿದೆ. ಕೊಪ್ಪಳ ಜಿಲ್ಲೆಯ 105 ಕೆರೆಗಳ ಒತ್ತುವರಿ ತೆರವು ಸೇರಿದಂತೆ ವಿವಿಧ ವಿಷಯಗಳ ಬಗ್ಗೆ ಸಾರ್ವಜನಿಕರ ಅಹವಾಲು ಸ್ವೀಕರಿಸಲಿದ್ದಾರೆ.: [33, 1335, 275, 1518]
- text-block: ಮುಂದಿನ 24 ಗಂಟೆಗಳ ಕಾಲ ಉತ್ತರ ಒಳನಾಡಿನ ಬೀದರ್, ಕಲಬುರಗಿ, ವಿಜಯಪುರ ಹಾಗೂ ಯಾದಗಿರಿ ಜಿಲ್ಲೆಗಳಲ್ಲಿ ಒಣ ಹವೆ ಇರಲಿದೆ. ದಕ್ಷಿಣ ಒಳನಾಡಿನ ಶಿವಮೊಗ್ಗ, ಚಿಕ್ಕಮಗಳೂರು, ಹಾಸನ ಜಿಲ್ಲೆಗಳಲ್ಲಿ ಅಲ್ಲಲ್ಲಿ ಹಗುರ ಮಳೆ ಬೀಳುವ ಸಾಧ್ಯತೆ ಇದೆ. ಬೆಂಗಳೂರು ನಗರದಲ್ಲಿ ಗರಿಷ್ಠ ಉಷ್ಣಾಂಶ 29 ಡಿಗ್ರಿ, ಕನಿಷ್ಠ ಉಷ್ಣಾಂಶ 21 ಡಿಗ್ರಿ ಸೆಲ್ಸಿಯಸ್ ದಾಖಲಾಗುವ ನಿರೀಕ್ಷೆ ಇದೆ ಎಂದು ಇಲಾಖೆ ತಿಳಿಸಿದೆ.: [778, 546, 1091, 655]
- article-yellow-alert: [767, 92, 1100, 904]
- article-teacher-recruitment-headline: ಶಿಕ್ಷಕರ ನೇಮಕಾತಿಗೆ ಶೀಘ್ರದಲ್ಲೇ ಅಧಿಸೂಚನೆ..!: [776, 1581, 1065, 1603]
- article-lokayukta-col1b: [33, 1674, 275, 1810]
- sidebar-item-2-title-1: ಹೊಯ್ಸಳ ಹಾಗೂ ಕೆಳದಿ ಚೆನ್ನಮ್ಮ: [1182, 567, 1389, 590]
- text-block: ದಾವಣಗೆರೆ, ಅ.12: ದಾವಣಗೆರೆಯಲ್ಲಿ ಮಹಿಳೆಯೊಬ್ಬರು ದಿಟ್ಟತನದಿಂದ ದರೋಡೆಕೋರರ ಜೊತೆ ಹೋರಾಡಿ ತಮ್ಮ ಮನೆಯನ್ನು ಕಾಪಾಡಿಕೊಂಡಿದ್ದಾರೆ. ಚನ್ನಗಿರಿ ತಾಲೂಕಿನ ಗ್ರಾಮವೊಂದರಲ್ಲಿ ಈ ಘಟನೆ ನಡೆದಿದ್ದು, ರಾತ್ರಿ ವೇಳೆ ಮನೆಗೆ ನುಗ್ಗಿದ ಮೂವರು ದರೋಡೆಕೋರರನ್ನು ಮಹಿಳೆ ಧೈರ್ಯದಿಂದ ಎದುರಿಸಿದ್ದಾರೆ. ದರೋಡೆಕೋರರು ಚಾಕು ತೋರಿಸಿ ಬೆದರಿಸಿದರೂ ಅಂಜದೆ ಕೂಗಿಕೊಂಡಿದ್ದರಿಂದ ಅಕ್ಕಪಕ್ಕದವರು ಸ್ಥಳಕ್ಕೆ ಧಾವಿಸಿದ್ದಾರೆ. ದರೋಡೆಕೋರರು ಪರಾರಿಯಾಗಿದ್ದು, ಪೊಲೀಸರು ಪ್ರಕರಣ ದಾಖಲಿಸಿಕೊಂಡು ತನಿಖೆ ನಡೆಸುತ್ತಿದ್ದಾರೆ. ಮಹಿಳೆಯ ಧೈರ್ಯಕ್ಕೆ ಗ್ರಾಮಸ್ಥರು ಮೆಚ್ಚುಗೆ ವ್ಯಕ್ತಪಡಿಸಿದ್ದಾರೆ. ಸಿಸಿಟಿವಿ ದೃಶ್ಯಾವಳಿಗಳನ್ನು ಪರಿಶೀಲಿಸಲಾಗುತ್ತಿದ್ದು, ಶೀಘ್ರದಲ್ಲೇ ಆರೋಪಿಗಳನ್ನು ಬಂಧಿಸಲಾಗುವುದು ಎಂದು ಜಿಲ್ಲಾ ಪೊಲೀಸ್ ವರಿಷ್ಠಾಧಿಕಾರಿ ತಿಳಿಸಿದ್ದಾರೆ.: [1118, 1670, 1453, 1853]
- students-photo-image: [302, 1882, 759, 2140]
- newspaper-logo: [604, 17, 808, 55]
- article-lokayukta-col3: [522, 1490, 758, 1810]
- headline-part-black: ಶಾಸಕಿ ಕರೆಮ್ಮಾ ನಾಯಕ್: [45, 105, 341, 149]
- byline: ಸುವರ್ಣವಾಹಿನಿ ಸುದ್ದಿ: [33, 1312, 123, 1328]
- text-block: ಮಾರ್ಗದರ್ಶನ ಮಾಡಿದರು. ಪ್ರವಾಸ ವ್ಯವಸ್ಥಾಪಕ ಶ್ರೀ ಕೃಷ್ಣ ಪ್ರಸಾದ್ ಅವರು ಕಾರ್ಯಕ್ರಮದ ನೇತೃತ್ವ ವಹಿಸಿದ್ದರು. ಗ್ರಾಮೀಣ ಪ್ರದೇಶಗಳಲ್ಲಿ ನೀರಾವರಿ, ಕೃಷಿ ಪದ್ಧತಿಗಳು, ಕೆರೆಗಳ ಸ್ಥಿತಿಗತಿ, ಜನಸಂಖ್ಯೆ ಹಾಗೂ ಜೀವನೋಪಾಯ ಕುರಿತು ವಿದ್ಯಾರ್ಥಿಗಳು ಮಾಹಿತಿ ಸಂಗ್ರಹಿಸಿದರು. ಗೊರೂರು ಜಲಾಶಯ ಮತ್ತು ತುಂಗಭದ್ರಾ ಅಣೆಕಟ್ಟು ವೀಕ್ಷಿಸಿದರು.: [301, 2148, 524, 2274]
- rain-image: [938, 146, 1092, 373]
- article-geography-headline: ದೆಹಲಿ ಭೂಗೋಳ ಶಾಸ್ತ್ರ ವಿದ್ಯಾರ್ಥಿಗಳಿಂದ ಪರಿಸರ ಅಧ್ಯಯನ: [107, 1832, 685, 1866]
- article-visvesvaraya-award: [412, 1001, 1100, 1261]
- article-visvesvaraya-col1: [424, 1078, 583, 1252]
- logo-part-b: ವಾಹಿನಿ: [730, 17, 809, 55]
- meeting-photo-image: [285, 1313, 759, 1483]
- article-youth-festival-headline-2: ಯುವಜನೋತ್ಸವ ಕಾರ್ಯಕ್ರಮ: [93, 515, 343, 546]
- byline: ಸುವರ್ಣವಾಹಿನಿ ಸುದ್ದಿ: [33, 1882, 123, 1897]
- article-mla-accident-col2: [286, 328, 499, 466]
- registration-marks: [0, 2442, 1484, 2464]
- logo-part-a: ಸುವರ್ಣ: [604, 17, 699, 55]
- text-block: ಬೆಂಗಳೂರು, ಅ.12: ಜಾತಿವಾರು ವಿರೋಧದ ನಡುವೆಯೂ ಕರ್ನಾಟಕದಲ್ಲಿ ಸಾಮಾಜಿಕ ಮತ್ತು ಶೈಕ್ಷಣಿಕ ಸಮೀಕ್ಷೆ ನಡೆಯುತ್ತಿದೆ. ಈ ಸಮೀಕ್ಷೆಗೆ ಶಾಲಾ ಶಿಕ್ಷಕರನ್ನು ಬಳಸಿಕೊಳ್ಳಲಾಗುತ್ತಿದೆ. ಈ ನಡುವೆ ಸಮೀಕ್ಷೆಯ ವೇಳೆ ಶಿಕ್ಷಕಿಯೊಬ್ಬರು ಹೃದಯಾಘಾತದಿಂದ ಕುಸಿದು ಬಿದ್ದಿದ್ದಾರೆ. ಸಮೀಕ್ಷೆ ಕಾರ್ಯದಲ್ಲಿ ತೊಡಗಿದ್ದ ಶಿಕ್ಷಕಿಗೆ ತೀವ್ರ ಒತ್ತಡ ಉಂಟಾಗಿದ್ದು, ಕೂಡಲೇ ಸಮೀಪದ ಆಸ್ಪತ್ರೆಗೆ ದಾಖಲಿಸಲಾಯಿತು. ಸದ್ಯ ಶಿಕ್ಷಕಿ ಆರೋಗ್ಯ ಸ್ಥಿರವಾಗಿದೆ ಎಂದು ವೈದ್ಯರು ತಿಳಿಸಿದ್ದಾರೆ. ಸಮೀಕ್ಷೆ ಕಾರ್ಯದ ಒತ್ತಡದಿಂದ ಶಿಕ್ಷಕರು ಬಳಲುತ್ತಿದ್ದು, ಸರ್ಕಾರ ತಕ್ಷಣ ಕ್ರಮ ಕೈಗೊಳ್ಳಬೇಕು ಎಂದು ಶಿಕ್ಷಕರ ಸಂಘ ಒತ್ತಾಯಿಸಿದೆ. ಸಮೀಕ್ಷೆಯ ಅವಧಿಯನ್ನು ವಿಸ್ತರಿಸಬೇಕು, ಶಿಕ್ಷಕರಿಗೆ ಹೆಚ್ಚಿನ ಸಮಯ ನೀಡಬೇಕು ಎಂದು ಮನವಿ ಮಾಡಲಾಗಿದೆ. ಕರ್ನಾಟಕದಲ್ಲಿ ನಡೆಯುತ್ತಿರುವ ಸಾಮಾಜಿಕ ಮತ್ತು ಶೈಕ್ಷಣಿಕ ಸಮೀಕ್ಷೆ ಕೊನೆಯ ಹಂತ ತಲುಪಿದೆ ಎಂದು ಅಧಿಕಾರಿಗಳು ತಿಳಿಸಿದ್ದಾರೆ.: [1118, 1224, 1453, 1424]
- sidebar-chutuku-suvarna: [1106, 102, 1466, 2140]
- article-yellow-alert-headline: 4 ಜಿಲ್ಲೆಗಳಲ್ಲಿ ಯೆಲ್ಲೋ ಅಲರ್ಟ್: [779, 104, 1056, 134]
- text-block: ಅಂಗನವಾಡಿ ಕೇಂದ್ರಗಳಲ್ಲಿ ಮಕ್ಕಳಿಗೆ ಸರಿಯಾಗಿ ಆಹಾರ ವಿತರಣೆಯಾಗುತ್ತಿಲ್ಲ ಎಂಬ ದೂರುಗಳ ಬಗ್ಗೆಯೂ ಪರಿಶೀಲನೆ ನಡೆಯಲಿದೆ.: [33, 1676, 275, 1728]
- text-block: ಪ್ರಾರಂಭವಾದ ಈ ವಿಮಾನ ನಿಲ್ದಾಣದ ಕಾಮಗಾರಿ ಕುರಿತು ಮಾತನಾಡಿದ ಅವರು, ಭದ್ರಾ ಜಲಾಶಯದ ಹಿನ್ನೀರು ಪ್ರದೇಶಕ್ಕೆ ಹೊಸ ಯೋಜನೆ ರೂಪಿಸಲಾಗುತ್ತಿದೆ. ಶಿವಮೊಗ್ಗ ವಿಮಾನ ನಿಲ್ದಾಣಕ್ಕೆ ಭೂಮಿ ಕಳೆದುಕೊಂಡ ರೈತರಿಗೆ ನಿವೇಶನಗಳನ್ನು ನೀಡುವ ನಿಟ್ಟಿನಲ್ಲಿ ಸರ್ಕಾರ ಕ್ರಮ ಕೈಗೊಳ್ಳಲಿದೆ ಎಂದು ಜಿಲ್ಲಾ ಉಸ್ತುವಾರಿ ಸಚಿವರು ತಿಳಿಸಿದರು.: [1106, 2147, 1463, 2218]
- article-youth-festival: [21, 471, 415, 1261]
- text-block: ಕರ್ನಾಟಕ ರಾಜ್ಯ ಕೈಗಾರಿಕಾ ಮಾರುಕಟ್ಟೆ ನಿಗಮದ ಅಧ್ಯಕ್ಷ ಎನ್.ಜಿ. ನಂದೀಶಾವರವರ ಸಹಕಾರ ಕ್ಷೇತ್ರದ ಸಾಧನೆಗಾಗಿ ಗೌರವಿಸಲಾಗುವುದು ಎಂದು ಸಂಘಟಕರು ತಿಳಿಸಿದ್ದಾರೆ.: [760, 1079, 919, 1169]
- article-geography-col1: [33, 1880, 291, 2433]
- article-agri-awards-col2: [778, 808, 1091, 995]
- mla-portrait-photo: [286, 162, 501, 325]
- text-block: ಕೊಪ್ಪಳ, ಅ.12: ನಗರದ ಸರಕಾರಿ ಪ್ರಥಮ ದರ್ಜೆ ಮಹಾವಿದ್ಯಾಲಯದ ಭೂಗೋಳಶಾಸ್ತ್ರ ವಿಭಾಗದ ಮುಖ್ಯಸ್ಥ ಡಾ. ಅಶೋಕ ಕುಮಾರ ಅವರ ಸಹಕಾರದಿಂದ ದೆಹಲಿ ವಿಶ್ವವಿದ್ಯಾಲಯದ ಕಾಲೇಜು ವಿದ್ಯಾರ್ಥಿಗಳು ಪರಿಸರ ಅಧ್ಯಯನ ನಡೆಸಿದರು. ಅಕ್ಟೋಬರ್ 7 ರಿಂದ 11, 2025 ರವರೆಗೆ ಗಂಗಾವತಿ ತಾಲ್ಲೂಕಿನ ವಿವಿಧ ಪ್ರದೇಶಗಳಲ್ಲಿ ಕ್ಷೇತ್ರಕಾರ್ಯ ನಡೆಯಿತು. ಒಟ್ಟು 21 ವಿದ್ಯಾರ್ಥಿಗಳು ಈ ಶೈಕ್ಷಣಿಕ ಪ್ರವಾಸದಲ್ಲಿ ಭಾಗವಹಿಸಿದರು.: [33, 1904, 291, 2050]
- sidebar-item-3-body: [1118, 1222, 1453, 1601]
- sidebar-item-1-body: [1118, 219, 1453, 552]
- article-visvesvaraya-col3: [760, 1078, 919, 1252]
